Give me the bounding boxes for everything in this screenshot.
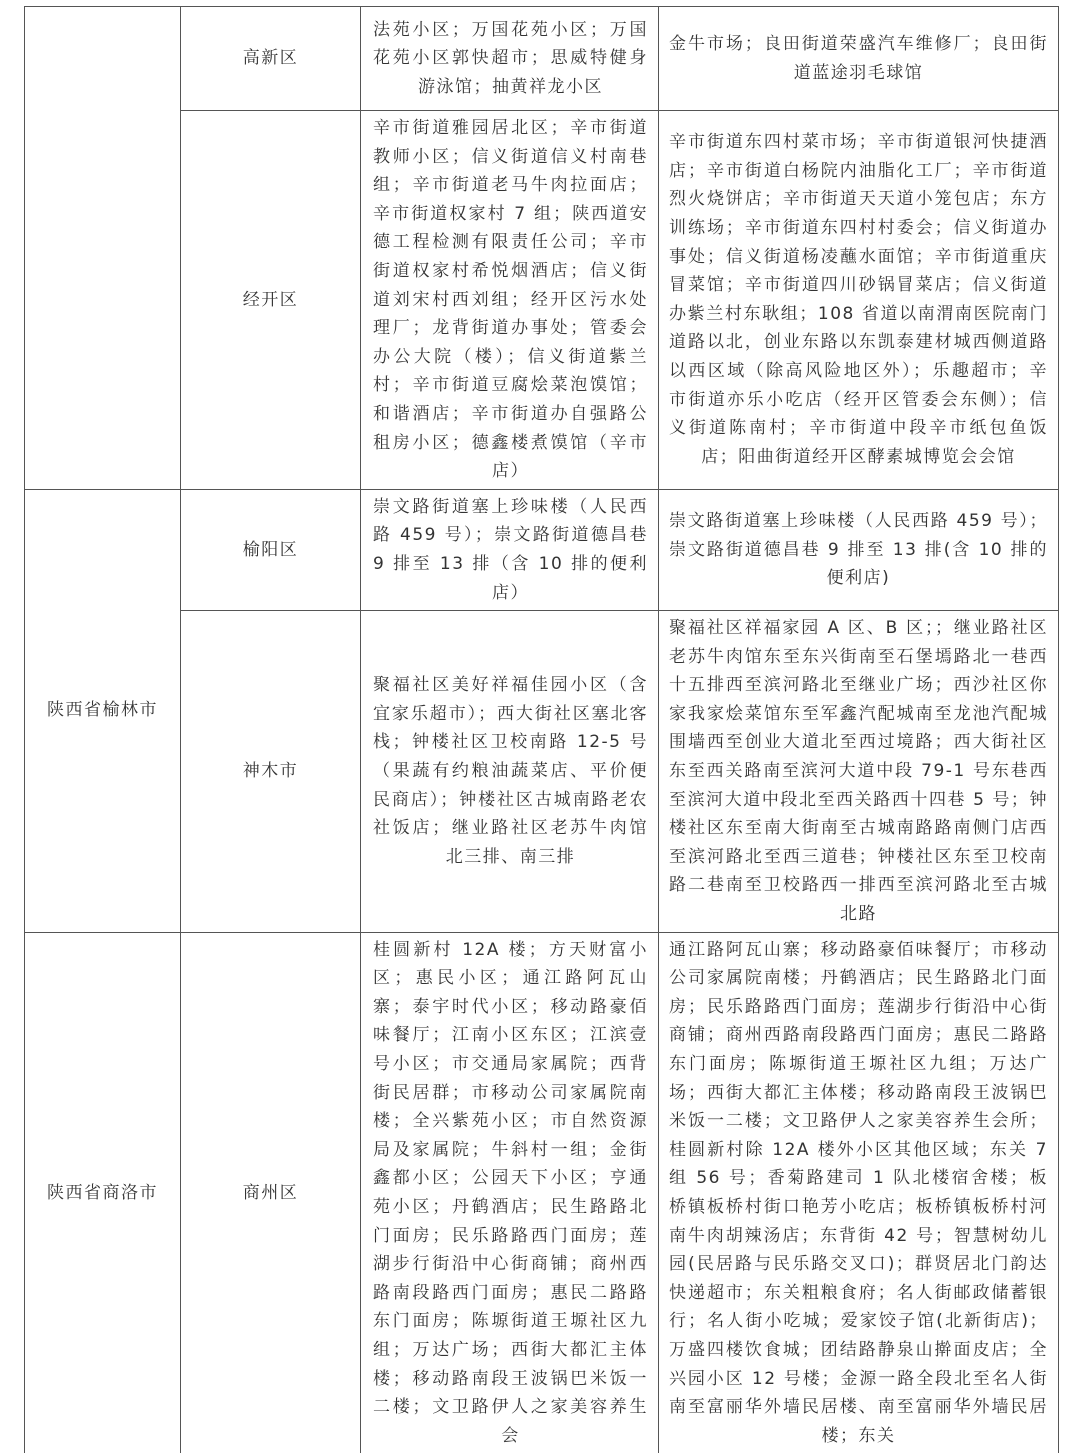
district-cell: 神木市	[181, 611, 361, 933]
medium-risk-list: 崇文路街道塞上珍味楼（人民西路 459 号）；崇文路街道德昌巷 9 排至 13 排（含 10 排的便利店）	[361, 489, 659, 610]
district-cell: 高新区	[181, 7, 361, 111]
medium-risk-list: 聚福社区美好祥福佳园小区（含宜家乐超市）；西大街社区塞北客栈；钟楼社区卫校南路 12-5 号（果蔬有约粮油蔬菜店、平价便民商店）；钟楼社区古城南路老农社饭店；继业路社区老苏牛肉馆北三排、南三排	[361, 611, 659, 933]
table-row	[25, 7, 1059, 111]
low-risk-list: 通江路阿瓦山寨；移动路豪佰味餐厅；市移动公司家属院南楼；丹鹤酒店；民生路路北门面房；民乐路路西门面房；莲湖步行街沿中心街商铺；商州西路南段路西门面房；惠民二路路东门面房；陈塬街道王塬社区九组；万达广场；西街大都汇主体楼；移动路南段王波锅巴米饭一二楼；文卫路伊人之家美容养生会所；桂圆新村除 12A 楼外小区其他区域；东关 7 组 56 号；香菊路建司 1 队北楼宿舍楼；板桥镇板桥村街口艳芳小吃店；板桥镇板桥村河南牛肉胡辣汤店；东背街 42 号；智慧树幼儿园(民居路与民乐路交叉口)；群贤居北门韵达快递超市；东关粗粮食府；名人街邮政储蓄银行；名人街小吃城；爱家饺子馆(北新街店)；万盛四楼饮食城；团结路静泉山擀面皮店；全兴园小区 12 号楼；金源一路全段北至名人街南至富丽华外墙民居楼、南至富丽华外墙民居楼；东关	[659, 932, 1059, 1453]
city-cell	[25, 7, 181, 490]
medium-risk-list: 法苑小区；万国花苑小区；万国花苑小区郭快超市；思威特健身游泳馆；抽黄祥龙小区	[361, 7, 659, 111]
district-cell: 榆阳区	[181, 489, 361, 610]
low-risk-list: 崇文路街道塞上珍味楼（人民西路 459 号）；崇文路街道德昌巷 9 排至 13 排(含 10 排的便利店)	[659, 489, 1059, 610]
table-row	[25, 489, 1059, 610]
city-cell: 陕西省榆林市	[25, 489, 181, 932]
risk-area-table	[24, 6, 1059, 1453]
medium-risk-list: 辛市街道雅园居北区；辛市街道教师小区；信义街道信义村南巷组；辛市街道老马牛肉拉面店；辛市街道权家村 7 组；陕西道安德工程检测有限责任公司；辛市街道权家村希悦烟酒店；信义街道刘宋村西刘组；经开区污水处理厂；龙背街道办事处；管委会办公大院（楼）；信义街道紫兰村；辛市街道豆腐烩菜泡馍馆；和谐酒店；辛市街道办自强路公租房小区；德鑫楼煮馍馆（辛市店）	[361, 111, 659, 490]
city-cell: 陕西省商洛市	[25, 932, 181, 1453]
table-row	[25, 932, 1059, 1453]
table-row	[25, 111, 1059, 490]
district-cell: 商州区	[181, 932, 361, 1453]
low-risk-list: 聚福社区祥福家园 A 区、B 区；；继业路社区老苏牛肉馆东至东兴街南至石堡墕路北一巷西十五排西至滨河路北至继业广场；西沙社区你家我家烩菜馆东至军鑫汽配城南至龙池汽配城围墙西至创业大道北至西过境路；西大街社区东至西关路南至滨河大道中段 79-1 号东巷西至滨河大道中段北至西关路西十四巷 5 号；钟楼社区东至南大街南至古城南路路南侧门店西至滨河路北至西三道巷；钟楼社区东至卫校南路二巷南至卫校路西一排西至滨河路北至古城北路	[659, 611, 1059, 933]
table-row	[25, 611, 1059, 933]
medium-risk-list: 桂圆新村 12A 楼；方天财富小区；惠民小区；通江路阿瓦山寨；泰宇时代小区；移动路豪佰味餐厅；江南小区东区；江滨壹号小区；市交通局家属院；西背街民居群；市移动公司家属院南楼；全兴紫苑小区；市自然资源局及家属院；牛斜村一组；金街鑫都小区；公园天下小区；亨通苑小区；丹鹤酒店；民生路路北门面房；民乐路路西门面房；莲湖步行街沿中心街商铺；商州西路南段路西门面房；惠民二路路东门面房；陈塬街道王塬社区九组；万达广场；西街大都汇主体楼；移动路南段王波锅巴米饭一二楼；文卫路伊人之家美容养生会	[361, 932, 659, 1453]
district-cell: 经开区	[181, 111, 361, 490]
low-risk-list: 辛市街道东四村菜市场；辛市街道银河快捷酒店；辛市街道白杨院内油脂化工厂；辛市街道烈火烧饼店；辛市街道天天道小笼包店；东方训练场；辛市街道东四村村委会；信义街道办事处；信义街道杨凌蘸水面馆；辛市街道重庆冒菜馆；辛市街道四川砂锅冒菜店；信义街道办紫兰村东耿组；108 省道以南渭南医院南门道路以北，创业东路以东凯泰建材城西侧道路以西区域（除高风险地区外）；乐趣超市；辛市街道亦乐小吃店（经开区管委会东侧）；信义街道陈南村；辛市街道中段辛市纸包鱼饭店；阳曲街道经开区酵素城博览会会馆	[659, 111, 1059, 490]
low-risk-list: 金牛市场；良田街道荣盛汽车维修厂；良田街道蓝途羽毛球馆	[659, 7, 1059, 111]
